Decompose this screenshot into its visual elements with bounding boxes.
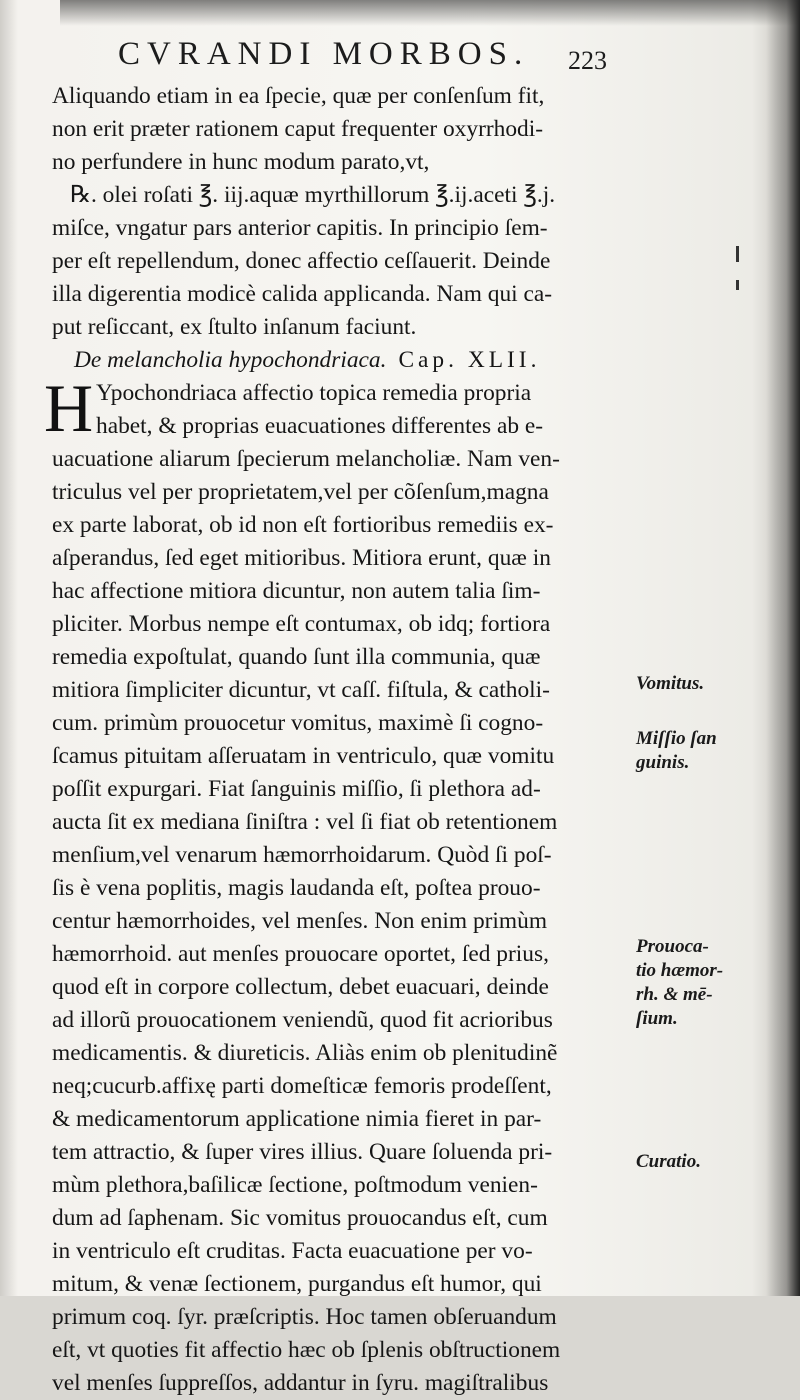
text-line: eſt, vt quoties fit affectio hæc ob ſplenis obſtructionem	[52, 1337, 561, 1363]
text-line: habet, & proprias euacuationes differentes ab e-	[96, 413, 544, 439]
chapter-number: Cap. XLII.	[398, 347, 541, 373]
text-line: aſperandus, ſed eget mitioribus. Mitiora erunt, quæ in	[52, 545, 551, 571]
scan-shadow-top	[60, 0, 800, 26]
scan-shadow-right	[766, 0, 800, 1296]
text-line: dum ad ſaphenam. Sic vomitus prouocandus eſt, cum	[52, 1205, 548, 1231]
drop-cap-paragraph	[44, 370, 632, 446]
margin-note-curatio	[636, 1150, 776, 1174]
margin-note-line: tio hæmor-	[636, 960, 724, 981]
text-line: medicamentis. & diureticis. Aliàs enim ob plenitudinẽ	[52, 1040, 558, 1066]
text-line: mitiora ſimpliciter dicuntur, vt caſſ. fiſtula, & catholi-	[52, 677, 550, 703]
margin-note-missio	[636, 727, 776, 775]
margin-note-vomitus	[636, 672, 776, 696]
text-line: miſce, vngatur pars anterior capitis. In principio ſem-	[52, 215, 548, 241]
text-line: hac affectione mitiora dicuntur, non autem talia ſim-	[52, 578, 541, 604]
page-number: 223	[568, 46, 607, 75]
margin-note-line: Vomitus.	[636, 673, 705, 694]
text-line: neq;cucurb.affixę parti domeſticæ femoris prodeſſent,	[52, 1073, 552, 1099]
chapter-title: De melancholia hypochondriaca.	[74, 347, 387, 373]
body-text	[44, 80, 632, 1400]
margin-note-prouocatio	[636, 935, 776, 1031]
recipe-line: ℞. olei roſati ℥. iij.aquæ myrthillorum ℥.ij.aceti ℥.j.	[70, 182, 556, 208]
text-line: hæmorrhoid. aut menſes prouocare oportet, ſed prius,	[52, 941, 549, 967]
ink-mark	[736, 246, 739, 262]
text-line: ſcamus pituitam aſſeruatam in ventriculo, quæ vomitu	[52, 743, 555, 769]
text-line: pliciter. Morbus nempe eſt contumax, ob idq; fortiora	[52, 611, 551, 637]
text-line: Ypochondriaca affectio topica remedia propria	[96, 380, 532, 406]
text-line: remedia expoſtulat, quando ſunt illa communia, quæ	[52, 644, 541, 670]
margin-note-line: Miſſio ſan	[636, 728, 717, 749]
text-line: poſſit expurgari. Fiat ſanguinis miſſio, ſi plethora ad-	[52, 776, 541, 802]
text-line: ex parte laborat, ob id non eſt fortioribus remediis ex-	[52, 512, 554, 538]
text-line: aucta ſit ex mediana ſiniſtra : vel ſi fiat ob retentionem	[52, 809, 558, 835]
text-line: primum coq. ſyr. præſcriptis. Hoc tamen obſeruandum	[52, 1304, 557, 1330]
text-line: ſis è vena poplitis, magis laudanda eſt, poſtea prouo-	[52, 875, 541, 901]
text-line: vel menſes ſuppreſſos, addantur in ſyru. magiſtralibus	[52, 1370, 549, 1396]
text-line: tem attractio, & ſuper vires illius. Quare ſoluenda pri-	[52, 1139, 553, 1165]
text-line: centur hæmorrhoides, vel menſes. Non enim primùm	[52, 908, 548, 934]
text-line: non erit præter rationem caput frequenter oxyrrhodi-	[52, 116, 544, 142]
text-line: menſium,vel venarum hæmorrhoidarum. Quòd ſi poſ-	[52, 842, 552, 868]
text-line: illa digerentia modicè calida applicanda. Nam qui ca-	[52, 281, 553, 307]
text-line: & medicamentorum applicatione nimia fieret in par-	[52, 1106, 542, 1132]
text-line: uacuatione aliarum ſpecierum melancholiæ. Nam ven-	[52, 446, 560, 472]
margin-note-line: rh. & mē-	[636, 984, 713, 1005]
text-line: ad illorũ prouocationem veniendũ, quod fit acrioribus	[52, 1007, 553, 1033]
text-line: triculus vel per proprietatem,vel per cõſenſum,magna	[52, 479, 549, 505]
ink-mark	[736, 280, 739, 290]
text-line: cum. primùm prouocetur vomitus, maximè ſi cogno-	[52, 710, 544, 736]
drop-cap-letter: H	[44, 370, 94, 446]
text-line: in ventriculo eſt cruditas. Facta euacuatione per vo-	[52, 1238, 533, 1264]
text-line: quod eſt in corpore collectum, debet euacuari, deinde	[52, 974, 549, 1000]
margin-note-line: Prouoca-	[636, 936, 709, 957]
text-line: mùm plethora,baſilicæ ſectione, poſtmodum venien-	[52, 1172, 538, 1198]
text-line: Aliquando etiam in ea ſpecie, quæ per conſenſum fit,	[52, 83, 545, 109]
running-head: CVRANDI MORBOS.	[118, 36, 530, 72]
text-line: put reſiccant, ex ſtulto inſanum faciunt.	[52, 314, 417, 340]
margin-note-line: guinis.	[636, 752, 690, 773]
chapter-heading	[52, 344, 632, 377]
text-line: mitum, & venæ ſectionem, purgandus eſt humor, qui	[52, 1271, 542, 1297]
text-line: no perfundere in hunc modum parato,vt,	[52, 149, 430, 175]
margin-note-line: Curatio.	[636, 1151, 701, 1172]
margin-note-line: ſium.	[636, 1008, 678, 1029]
text-line: per eſt repellendum, donec affectio ceſſauerit. Deinde	[52, 248, 551, 274]
